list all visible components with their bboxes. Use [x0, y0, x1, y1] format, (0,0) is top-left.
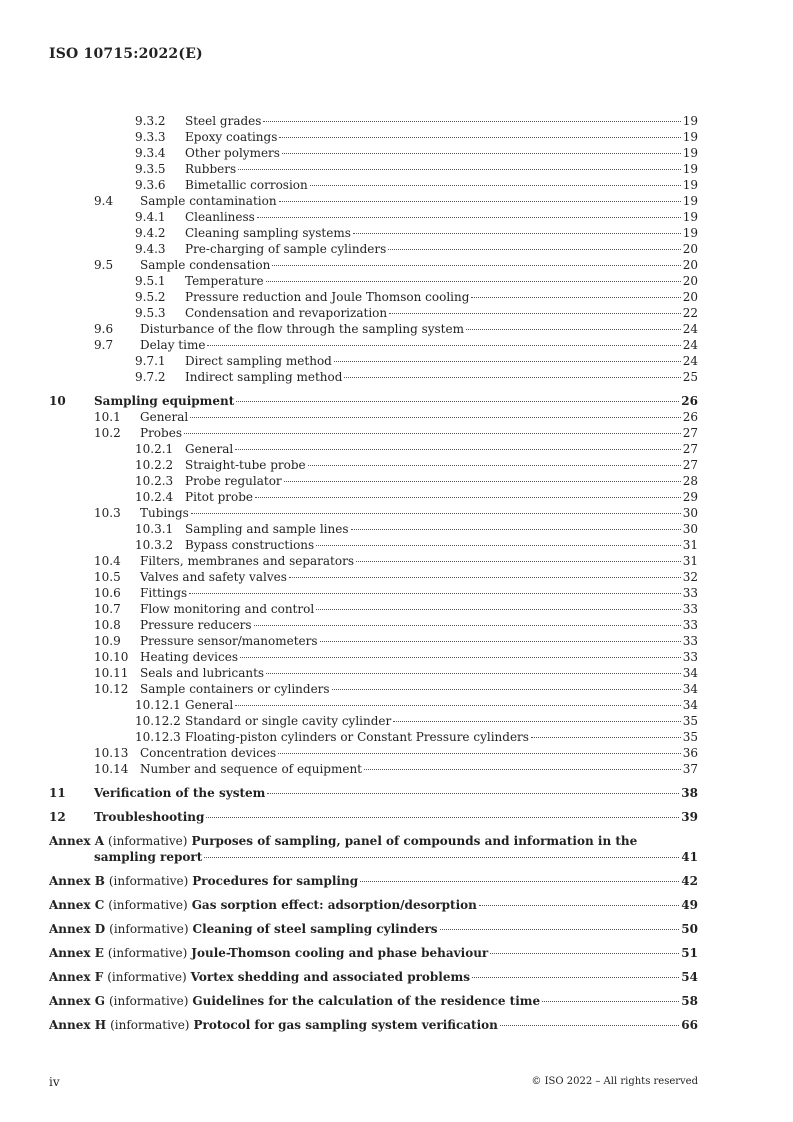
toc-entry-level-3[interactable]: [135, 273, 698, 289]
toc-entry-page: 33: [682, 618, 698, 632]
toc-entry-number: 10.14: [94, 762, 129, 776]
toc-entry-title: Pressure reducers: [140, 618, 252, 632]
toc-entry-page: 19: [682, 194, 698, 208]
toc-entry-title: Sample containers or cylinders: [140, 682, 330, 696]
toc-entry-level-2[interactable]: [94, 601, 698, 617]
toc-entry-level-3[interactable]: [135, 209, 698, 225]
dot-leader: [334, 360, 681, 362]
toc-entry-level-3[interactable]: [135, 537, 698, 553]
toc-entry-page: 20: [682, 242, 698, 256]
toc-entry-number: 10.8: [94, 618, 121, 632]
toc-entry-level-1[interactable]: [49, 809, 698, 825]
toc-entry-level-3[interactable]: [135, 369, 698, 385]
toc-entry-page: 31: [682, 554, 698, 568]
toc-entry-number: 10.2: [94, 426, 121, 440]
dot-leader: [440, 928, 680, 930]
dot-leader: [236, 400, 679, 402]
toc-entry-number: 10.12.1: [135, 698, 181, 712]
toc-entry-level-3[interactable]: [135, 145, 698, 161]
toc-entry-title: Probes: [140, 426, 182, 440]
toc-entry-title: Pressure sensor/manometers: [140, 634, 318, 648]
dot-leader: [204, 856, 679, 858]
toc-entry-number: 10.3: [94, 506, 121, 520]
dot-leader: [184, 432, 681, 434]
toc-entry-page: 19: [682, 114, 698, 128]
dot-leader: [279, 136, 680, 138]
toc-entry-page: 37: [682, 762, 698, 776]
toc-entry-number: 10.12.3: [135, 730, 181, 744]
dot-leader: [278, 752, 681, 754]
annex-label: Annex H: [49, 1018, 107, 1032]
toc-annex-entry[interactable]: [49, 993, 698, 1009]
toc-entry-title: Cleaning sampling systems: [185, 226, 351, 240]
toc-entry-level-3[interactable]: [135, 177, 698, 193]
toc-entry-number: 9.7: [94, 338, 114, 352]
dot-leader: [356, 560, 681, 562]
dot-leader: [272, 264, 680, 266]
annex-label: Annex B: [49, 874, 105, 888]
toc-entry-page: 27: [682, 458, 698, 472]
toc-entry-page: 50: [681, 922, 698, 936]
toc-entry-page: 36: [682, 746, 698, 760]
toc-entry-level-2[interactable]: [94, 681, 698, 697]
annex-informative: (informative): [109, 922, 189, 936]
dot-leader: [235, 704, 680, 706]
toc-entry-level-2[interactable]: [94, 425, 698, 441]
toc-entry-page: 22: [682, 306, 698, 320]
toc-entry-number: 9.3.2: [135, 114, 166, 128]
toc-entry-page: 25: [682, 370, 698, 384]
toc-entry-level-1[interactable]: [49, 393, 698, 409]
dot-leader: [257, 216, 681, 218]
toc-entry-title: Gas sorption effect: adsorption/desorption: [191, 898, 477, 912]
toc-entry-title: Concentration devices: [140, 746, 277, 760]
dot-leader: [289, 576, 681, 578]
toc-entry-level-1[interactable]: [49, 785, 698, 801]
toc-entry-title: Sample contamination: [140, 194, 277, 208]
toc-entry-level-3[interactable]: [135, 713, 698, 729]
dot-leader: [389, 312, 681, 314]
dot-leader: [206, 816, 679, 818]
dot-leader: [393, 720, 680, 722]
toc-entry-page: 20: [682, 290, 698, 304]
toc-entry-level-2[interactable]: [94, 505, 698, 521]
toc-annex-entry[interactable]: [49, 897, 698, 913]
toc-entry-number: 10.13: [94, 746, 129, 760]
toc-entry-number: 10.11: [94, 666, 129, 680]
toc-entry-page: 19: [682, 178, 698, 192]
toc-entry-number: 10.10: [94, 650, 129, 664]
dot-leader: [490, 952, 679, 954]
toc-entry-page: 27: [682, 426, 698, 440]
toc-entry-title: Protocol for gas sampling system verification: [193, 1018, 498, 1032]
dot-leader: [531, 736, 681, 738]
dot-leader: [267, 792, 679, 794]
toc-entry-level-2[interactable]: [94, 633, 698, 649]
dot-leader: [351, 528, 681, 530]
toc-entry-level-2[interactable]: [94, 617, 698, 633]
toc-entry-level-2[interactable]: [94, 193, 698, 209]
toc-entry-page: 19: [682, 146, 698, 160]
toc-entry-page: 30: [682, 522, 698, 536]
toc-annex-entry-continued[interactable]: [94, 849, 698, 865]
toc-entry-title: Steel grades: [185, 114, 262, 128]
toc-entry-title: Rubbers: [185, 162, 237, 176]
annex-label: Annex D: [49, 922, 106, 936]
toc-entry-page: 41: [681, 850, 698, 864]
toc-entry-page: 35: [682, 714, 698, 728]
toc-entry-page: 66: [681, 1018, 698, 1032]
dot-leader: [240, 656, 681, 658]
toc-entry-level-2[interactable]: [94, 409, 698, 425]
dot-leader: [310, 184, 681, 186]
dot-leader: [316, 608, 681, 610]
toc-entry-level-2[interactable]: [94, 761, 698, 777]
toc-entry-number: 10.9: [94, 634, 121, 648]
toc-entry-title: Procedures for sampling: [192, 874, 359, 888]
toc-entry-number: 9.7.2: [135, 370, 166, 384]
dot-leader: [360, 880, 679, 882]
dot-leader: [388, 248, 680, 250]
toc-entry-level-3[interactable]: [135, 521, 698, 537]
dot-leader: [189, 592, 681, 594]
toc-entry-page: 34: [682, 666, 698, 680]
dot-leader: [500, 1024, 679, 1026]
dot-leader: [308, 464, 681, 466]
toc-entry-page: 26: [682, 410, 698, 424]
dot-leader: [266, 672, 681, 674]
toc-entry-page: 32: [682, 570, 698, 584]
toc-entry-page: 26: [681, 394, 698, 408]
toc-entry-number: 10.3.2: [135, 538, 174, 552]
toc-entry-title: Guidelines for the calculation of the residence time: [192, 994, 541, 1008]
annex-label: Annex E: [49, 946, 104, 960]
toc-annex-entry[interactable]: [49, 921, 698, 937]
annex-informative: (informative): [108, 874, 189, 888]
toc-entry-title: Floating-piston cylinders or Constant Pressure cylinders: [185, 730, 529, 744]
toc-entry-level-3[interactable]: [135, 113, 698, 129]
toc-entry-number: 12: [49, 810, 66, 824]
toc-entry-level-2[interactable]: [94, 745, 698, 761]
toc-entry-level-3[interactable]: [135, 161, 698, 177]
toc-entry-title: Standard or single cavity cylinder: [185, 714, 392, 728]
toc-entry-number: 9.4.2: [135, 226, 166, 240]
toc-entry-page: 31: [682, 538, 698, 552]
toc-entry-number: 9.5.3: [135, 306, 166, 320]
dot-leader: [284, 480, 681, 482]
dot-leader: [320, 640, 681, 642]
toc-entry-title: Condensation and revaporization: [185, 306, 388, 320]
toc-entry-number: 9.3.5: [135, 162, 166, 176]
annex-label: Annex C: [49, 898, 105, 912]
dot-leader: [479, 904, 679, 906]
toc-entry-title: Indirect sampling method: [185, 370, 343, 384]
dot-leader: [266, 280, 681, 282]
toc-entry-page: 20: [682, 258, 698, 272]
toc-entry-level-2[interactable]: [94, 337, 698, 353]
dot-leader: [279, 200, 681, 202]
annex-label: Annex G: [49, 994, 105, 1008]
dot-leader: [263, 120, 680, 122]
toc-entry-page: 24: [682, 338, 698, 352]
toc-entry-number: 9.6: [94, 322, 114, 336]
toc-entry-level-3[interactable]: [135, 241, 698, 257]
dot-leader: [353, 232, 681, 234]
toc-entry-number: 10.12.2: [135, 714, 181, 728]
toc-entry-title: sampling report: [94, 850, 203, 864]
toc-entry-title: Delay time: [140, 338, 206, 352]
toc-entry-page: 30: [682, 506, 698, 520]
toc-entry-title: Troubleshooting: [94, 810, 205, 824]
toc-entry-number: 9.5.2: [135, 290, 166, 304]
toc-entry-title: General: [140, 410, 189, 424]
dot-leader: [238, 168, 681, 170]
dot-leader: [316, 544, 681, 546]
toc-entry-page: 28: [682, 474, 698, 488]
dot-leader: [471, 296, 680, 298]
dot-leader: [235, 448, 680, 450]
annex-informative: (informative): [108, 994, 189, 1008]
copyright-notice: © ISO 2022 – All rights reserved: [531, 1076, 698, 1087]
toc-entry-page: 24: [682, 322, 698, 336]
toc-entry-page: 42: [681, 874, 698, 888]
toc-entry-level-3[interactable]: [135, 353, 698, 369]
toc-entry-title: Disturbance of the flow through the sampling system: [140, 322, 464, 336]
toc-entry-title: Heating devices: [140, 650, 238, 664]
toc-entry-number: 9.4: [94, 194, 114, 208]
toc-entry-number: 10.4: [94, 554, 121, 568]
toc-annex-entry[interactable]: [49, 1017, 698, 1033]
toc-entry-page: 19: [682, 226, 698, 240]
toc-entry-page: 33: [682, 586, 698, 600]
toc-entry-title: General: [185, 698, 234, 712]
toc-entry-level-3[interactable]: [135, 489, 698, 505]
toc-entry-title: Other polymers: [185, 146, 280, 160]
toc-entry-level-2[interactable]: [94, 257, 698, 273]
toc-entry-level-2[interactable]: [94, 665, 698, 681]
toc-entry-title: Temperature: [185, 274, 264, 288]
toc-entry-title: Direct sampling method: [185, 354, 332, 368]
annex-label: Annex A: [49, 834, 105, 848]
annex-label: Annex F: [49, 970, 104, 984]
toc-entry-number: 9.7.1: [135, 354, 166, 368]
dot-leader: [344, 376, 680, 378]
toc-entry-page: 58: [681, 994, 698, 1008]
toc-entry-page: 51: [681, 946, 698, 960]
document-id-header: ISO 10715:2022(E): [49, 46, 203, 62]
toc-entry-number: 9.3.4: [135, 146, 166, 160]
toc-entry-number: 10.2.2: [135, 458, 174, 472]
page-number: iv: [49, 1075, 60, 1089]
toc-entry-title: Bypass constructions: [185, 538, 315, 552]
toc-entry-page: 27: [682, 442, 698, 456]
toc-entry-level-3[interactable]: [135, 457, 698, 473]
toc-entry-title: Cleaning of steel sampling cylinders: [192, 922, 438, 936]
annex-informative: (informative): [108, 834, 188, 848]
toc-entry-number: 9.5: [94, 258, 114, 272]
dot-leader: [364, 768, 681, 770]
toc-entry-level-3[interactable]: [135, 129, 698, 145]
toc-annex-entry[interactable]: [49, 945, 698, 961]
toc-entry-level-2[interactable]: [94, 321, 698, 337]
annex-informative: (informative): [107, 946, 188, 960]
toc-entry-page: 19: [682, 162, 698, 176]
toc-entry-title: Cleanliness: [185, 210, 255, 224]
toc-entry-number: 9.4.3: [135, 242, 166, 256]
toc-entry-title: Sample condensation: [140, 258, 271, 272]
toc-entry-page: 49: [681, 898, 698, 912]
toc-entry-title: Valves and safety valves: [140, 570, 287, 584]
toc-entry-title: Pitot probe: [185, 490, 254, 504]
toc-entry-number: 10.1: [94, 410, 121, 424]
dot-leader: [332, 688, 681, 690]
toc-entry-number: 10.6: [94, 586, 121, 600]
toc-entry-title: Tubings: [140, 506, 189, 520]
toc-entry-number: 10.5: [94, 570, 121, 584]
toc-entry-level-3[interactable]: [135, 697, 698, 713]
toc-entry-number: 9.3.3: [135, 130, 166, 144]
toc-entry-page: 19: [682, 130, 698, 144]
toc-entry-number: 9.3.6: [135, 178, 166, 192]
annex-informative: (informative): [110, 1018, 190, 1032]
toc-entry-level-3[interactable]: [135, 473, 698, 489]
toc-entry-page: 39: [681, 810, 698, 824]
dot-leader: [472, 976, 679, 978]
dot-leader: [254, 624, 681, 626]
toc-entry-level-3[interactable]: [135, 289, 698, 305]
toc-entry-level-2[interactable]: [94, 649, 698, 665]
toc-annex-entry[interactable]: [49, 833, 637, 849]
toc-entry-level-3[interactable]: [135, 441, 698, 457]
dot-leader: [207, 344, 680, 346]
toc-entry-number: 10.7: [94, 602, 121, 616]
toc-entry-number: 10.2.3: [135, 474, 174, 488]
toc-entry-level-2[interactable]: [94, 569, 698, 585]
toc-entry-title: Fittings: [140, 586, 188, 600]
dot-leader: [282, 152, 681, 154]
toc-entry-level-2[interactable]: [94, 553, 698, 569]
toc-entry-number: 9.5.1: [135, 274, 166, 288]
toc-entry-title: Sampling equipment: [94, 394, 235, 408]
toc-entry-level-3[interactable]: [135, 225, 698, 241]
toc-entry-title: Filters, membranes and separators: [140, 554, 354, 568]
toc-entry-page: 54: [681, 970, 698, 984]
toc-entry-page: 33: [682, 602, 698, 616]
toc-entry-title: Flow monitoring and control: [140, 602, 315, 616]
toc-entry-page: 34: [682, 698, 698, 712]
toc-entry-page: 33: [682, 634, 698, 648]
toc-entry-title: Joule-Thomson cooling and phase behaviour: [191, 946, 489, 960]
dot-leader: [542, 1000, 679, 1002]
toc-entry-page: 34: [682, 682, 698, 696]
toc-entry-title: Straight-tube probe: [185, 458, 306, 472]
annex-informative: (informative): [108, 898, 188, 912]
toc-entry-level-2[interactable]: [94, 585, 698, 601]
toc-entry-title: Pre-charging of sample cylinders: [185, 242, 387, 256]
toc-entry-page: 35: [682, 730, 698, 744]
toc-entry-title: Epoxy coatings: [185, 130, 278, 144]
toc-entry-number: 10.2.1: [135, 442, 174, 456]
toc-entry-title: Probe regulator: [185, 474, 282, 488]
toc-entry-title: Seals and lubricants: [140, 666, 265, 680]
toc-entry-number: 10.3.1: [135, 522, 174, 536]
toc-entry-title: Bimetallic corrosion: [185, 178, 308, 192]
dot-leader: [190, 416, 680, 418]
toc-entry-number: 10.2.4: [135, 490, 174, 504]
toc-entry-level-3[interactable]: [135, 729, 698, 745]
toc-entry-page: 29: [682, 490, 698, 504]
toc-entry-title: Verification of the system: [94, 786, 266, 800]
toc-entry-level-3[interactable]: [135, 305, 698, 321]
toc-entry-number: 9.4.1: [135, 210, 166, 224]
toc-entry-page: 24: [682, 354, 698, 368]
toc-entry-title: General: [185, 442, 234, 456]
toc-entry-title: Pressure reduction and Joule Thomson cooling: [185, 290, 470, 304]
dot-leader: [191, 512, 681, 514]
toc-entry-page: 20: [682, 274, 698, 288]
annex-informative: (informative): [107, 970, 187, 984]
toc-entry-page: 19: [682, 210, 698, 224]
toc-entry-title: Vortex shedding and associated problems: [190, 970, 470, 984]
toc-entry-number: 10.12: [94, 682, 129, 696]
toc-annex-entry[interactable]: [49, 873, 698, 889]
toc-entry-number: 11: [49, 786, 66, 800]
toc-entry-title: Number and sequence of equipment: [140, 762, 362, 776]
toc-annex-entry[interactable]: [49, 969, 698, 985]
toc-entry-number: 10: [49, 394, 66, 408]
toc-entry-title: Purposes of sampling, panel of compounds and information in the: [191, 834, 638, 848]
toc-entry-title: Sampling and sample lines: [185, 522, 349, 536]
toc-entry-page: 38: [681, 786, 698, 800]
dot-leader: [466, 328, 681, 330]
dot-leader: [255, 496, 681, 498]
toc-entry-page: 33: [682, 650, 698, 664]
